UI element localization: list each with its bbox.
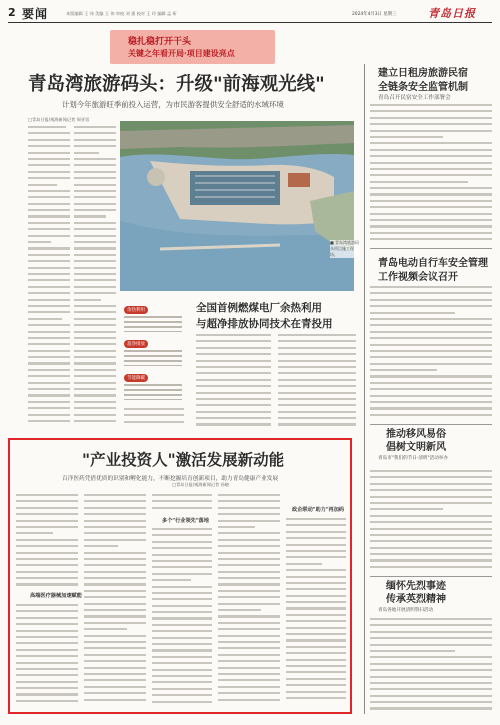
story-1-title-1: 建立日租房旅游民宿 <box>378 68 468 79</box>
header-info: 本版编辑 王 伟 美编 王 伟 审校 刘 强 校对 王 玲 编辑 孟 昕 <box>66 11 177 16</box>
coal-text-col-2 <box>196 334 271 430</box>
right-rule-2 <box>370 424 492 425</box>
column-divider <box>364 64 365 714</box>
coal-title-2: 与超净排放协同技术在青投用 <box>196 318 333 330</box>
story-2-text <box>370 286 492 418</box>
tag-waste-heat: 余热利用 <box>124 306 184 336</box>
feature-text-col-3b <box>152 528 212 708</box>
section-name: 要闻 <box>22 7 49 21</box>
header-rule <box>8 22 492 23</box>
feature-title: "产业投资人"激活发展新动能 <box>82 450 285 469</box>
right-rule-3 <box>370 576 492 577</box>
masthead-logo: 青岛日报 <box>428 7 476 20</box>
lead-subtitle: 计划今年旅游旺季前投入运营，为市民游客提供安全舒适的水域环境 <box>62 100 284 109</box>
story-2-title-2: 工作视频会议召开 <box>378 272 458 283</box>
coal-text-col-1 <box>124 408 184 430</box>
coal-text-col-3 <box>278 334 356 430</box>
story-1-title-2: 全链条安全监管机制 <box>378 82 468 93</box>
header-date: 2024年4月3日 星期三 <box>352 12 397 17</box>
story-3-text <box>370 470 492 570</box>
feature-text-col-2 <box>84 494 146 708</box>
feature-byline: □青岛日报/观海新闻记者 孙晓 <box>172 482 229 487</box>
page-number: 2 <box>8 6 16 19</box>
banner-line-2: 关键之年看开局·项目建设亮点 <box>128 48 235 58</box>
story-4-title: 缅怀先烈事迹 传承英烈精神 <box>386 581 446 605</box>
story-4-text <box>370 618 492 714</box>
photo-caption: ■ 青岛湾旅游码头项目施工现场。 <box>330 240 360 257</box>
feature-text-col-1 <box>16 494 78 590</box>
feature-section-1: 高端医疗器械加速赋能 <box>30 593 82 599</box>
tag-carbon: 节能降碳 <box>124 374 184 404</box>
feature-section-3: 政企联动"助力"再加码 <box>292 507 345 513</box>
story-1-subtitle: 青岛召开民宿安全工作部署会 <box>378 95 451 101</box>
story-3-title: 推动移风易俗 倡树文明新风 <box>386 429 446 453</box>
story-1-text <box>370 104 492 244</box>
lead-photo <box>120 121 354 291</box>
story-2-title-1: 青岛电动自行车安全管理 <box>378 258 488 269</box>
feature-text-col-1b <box>16 604 78 708</box>
feature-subtitle: 百洋医药凭借优质的识别和孵化能力，不断挖掘培育创新项目，助力青岛健康产业发展 <box>62 476 279 482</box>
harbor-aerial-image <box>120 121 354 291</box>
right-rule-1 <box>370 248 492 249</box>
lead-banner <box>110 30 275 64</box>
feature-section-2: 多个"行业领先"落地 <box>162 518 209 524</box>
feature-text-col-3 <box>152 494 212 514</box>
story-4-subtitle: 青岛各地开展清明祭扫活动 <box>378 608 434 613</box>
lead-text-col-2 <box>74 126 116 429</box>
lead-text-col-1 <box>28 126 70 429</box>
feature-text-col-4 <box>218 494 280 708</box>
feature-text-col-5 <box>286 518 346 708</box>
banner-line-1: 稳扎稳打开干头 <box>128 37 192 47</box>
tag-ultra-clean: 超净排放 <box>124 340 184 370</box>
story-3-subtitle: 青岛市"我们的节日·清明"活动举办 <box>378 456 449 461</box>
lead-byline: □青岛日报/观海新闻记者 周亚男 <box>28 117 90 122</box>
lead-title: 青岛湾旅游码头：升级"前海观光线" <box>28 74 325 95</box>
coal-title-1: 全国首例燃煤电厂余热利用 <box>196 302 322 314</box>
